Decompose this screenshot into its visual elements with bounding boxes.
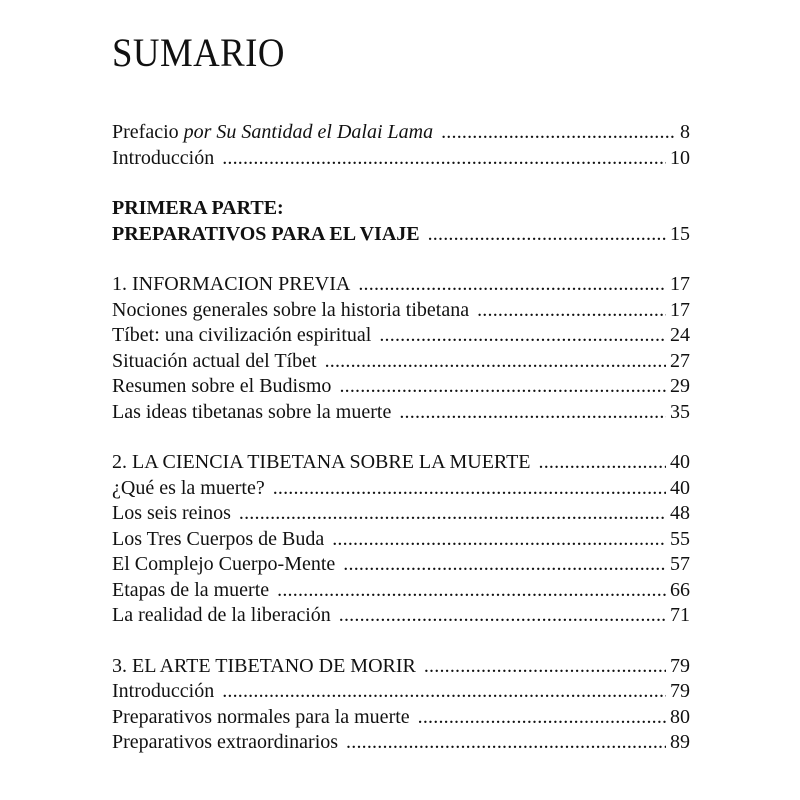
dot-leader [428,222,666,248]
toc-entry [112,400,690,426]
toc-page-number: 29 [670,375,690,397]
dot-leader [379,323,666,349]
toc-page-number: 48 [670,502,690,524]
toc-entry [112,705,690,731]
dot-leader [339,374,666,400]
toc-entry-label: Preparativos normales para la muerte [112,705,410,728]
part-heading: PRIMERA PARTE: [112,197,284,219]
toc-entry-label: Tíbet: una civilización espiritual [112,324,372,346]
part-heading-title: PREPARATIVOS PARA EL VIAJE [112,222,420,245]
dot-leader [325,349,666,375]
toc-entry-label: Introducción [112,146,215,169]
toc-page-number: 40 [670,476,690,499]
toc-page-number: 10 [670,146,690,169]
table-of-contents [112,120,690,756]
toc-entry [112,552,690,578]
dot-leader [273,476,666,502]
toc-entry-label: Preparativos extraordinarios [112,731,339,753]
dot-leader [418,705,666,731]
dot-leader [222,679,666,705]
chapter-title: 1. INFORMACION PREVIA [112,273,351,295]
dot-leader [332,527,666,553]
toc-entry [112,476,690,502]
dot-leader [539,450,666,476]
dot-leader [358,272,666,298]
dot-leader [399,400,666,426]
toc-entry-label: Los Tres Cuerpos de Buda [112,527,325,550]
toc-entry [112,374,690,400]
toc-page-number: 55 [670,527,690,550]
toc-entry [112,730,690,756]
toc-entry-preface [112,120,690,146]
toc-page-number: 27 [670,349,690,372]
dot-leader [424,654,666,680]
toc-entry-label: Situación actual del Tíbet [112,349,317,372]
toc-entry [112,578,690,604]
toc-entry-label: Las ideas tibetanas sobre la muerte [112,400,392,423]
toc-page-number: 79 [670,654,690,677]
toc-entry-label: El Complejo Cuerpo-Mente [112,553,336,575]
toc-page-number: 57 [670,553,690,575]
toc-page-number: 17 [670,273,690,295]
toc-page-number: 15 [670,222,690,245]
dot-leader [339,603,666,629]
chapter-title: 2. LA CIENCIA TIBETANA SOBRE LA MUERTE [112,451,531,473]
dot-leader [477,298,666,324]
dot-leader [222,146,666,172]
toc-entry [112,679,690,705]
toc-entry-part-one [112,222,690,248]
toc-page-number: 24 [670,324,690,346]
dot-leader [343,552,666,578]
toc-entry [112,501,690,527]
chapter-title: 3. EL ARTE TIBETANO DE MORIR [112,654,416,677]
toc-chapter-heading [112,450,690,476]
toc-page-number: 17 [670,298,690,321]
toc-entry-label: ¿Qué es la muerte? [112,476,265,499]
toc-page-number: 89 [670,731,690,753]
toc-entry [112,527,690,553]
toc-entry-label: Introducción [112,680,215,702]
toc-entry [112,323,690,349]
toc-chapter-heading [112,272,690,298]
toc-entry-label: Resumen sobre el Budismo [112,375,332,397]
dot-leader [277,578,666,604]
toc-page-number: 35 [670,400,690,423]
toc-chapter-heading [112,654,690,680]
toc-entry-introduction [112,146,690,172]
toc-entry-label: Prefacio por Su Santidad el Dalai Lama [112,121,434,143]
dot-leader [441,120,676,146]
toc-entry-label: La realidad de la liberación [112,604,331,626]
toc-page-number: 71 [670,604,690,626]
dot-leader [346,730,666,756]
page-title: SUMARIO [112,30,285,75]
toc-entry [112,349,690,375]
toc-entry-label: Nociones generales sobre la historia tibetana [112,298,470,321]
toc-entry [112,298,690,324]
toc-entry-label: Los seis reinos [112,502,231,524]
dot-leader [239,501,666,527]
toc-page-number: 40 [670,451,690,473]
toc-entry [112,603,690,629]
toc-page-number: 80 [670,705,690,728]
toc-page-number: 66 [670,578,690,601]
toc-entry-label: Etapas de la muerte [112,578,270,601]
toc-page-number: 79 [670,680,690,702]
toc-page-number: 8 [680,121,690,143]
